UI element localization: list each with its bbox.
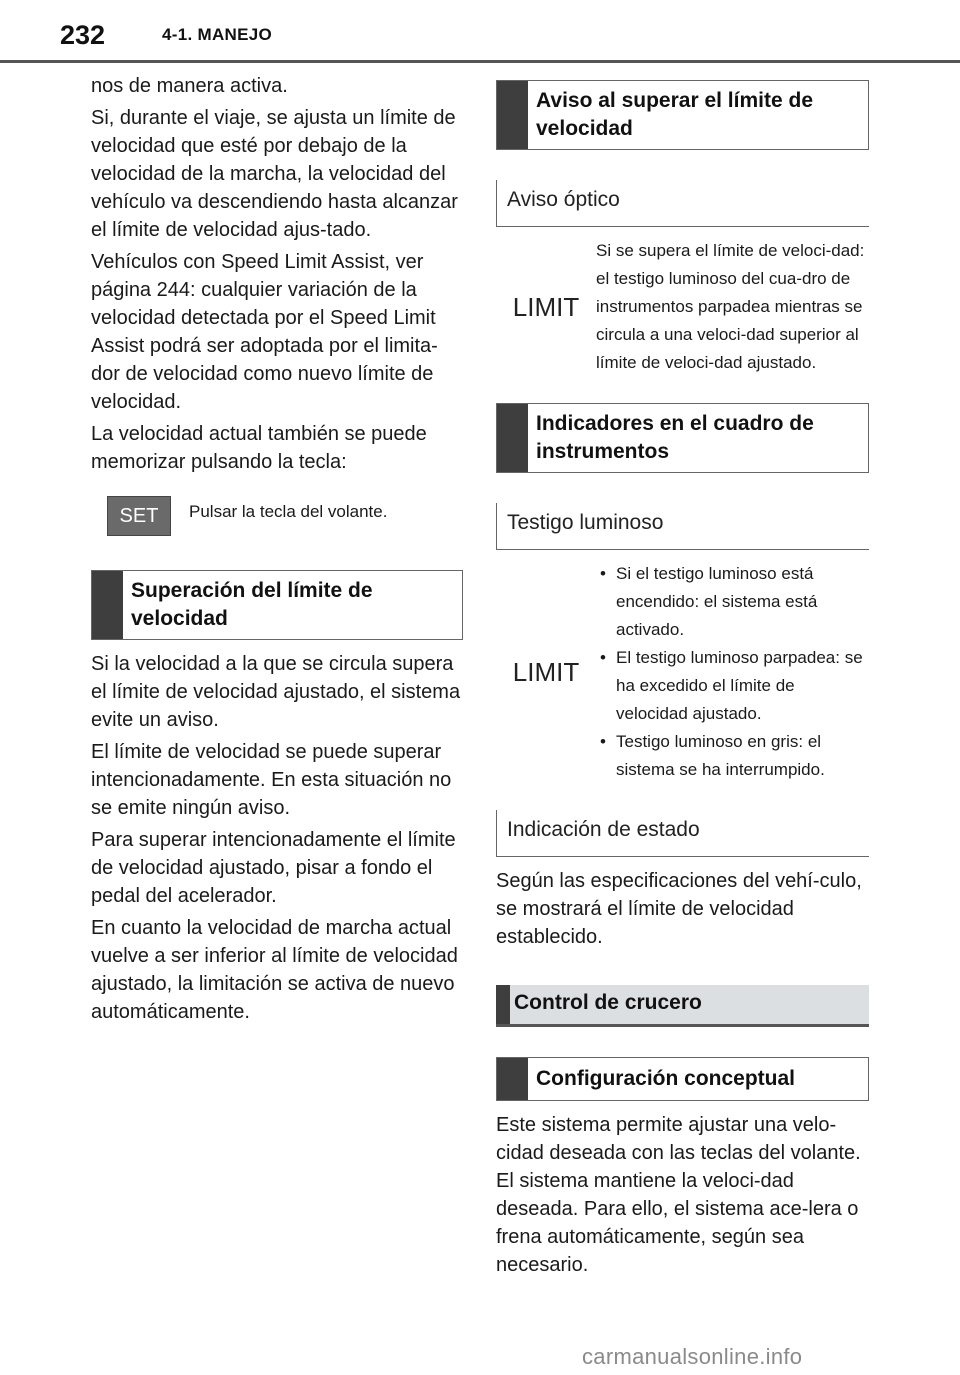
paragraph: Si la velocidad a la que se circula supera el límite de velocidad ajustado, el sistema evite un aviso. [91,653,461,731]
heading-text: Aviso al superar el límite de velocidad [536,89,813,140]
set-key-row [107,496,463,536]
sub-heading-status: Indicación de estado [496,810,869,857]
heading-bar [497,1058,528,1100]
limit-indicator-icon: LIMIT [512,291,580,322]
paragraph: Para superar intencionadamente el límite de velocidad ajustado, pisar a fondo el pedal del acelerador. [91,829,456,907]
heading-bar [496,985,510,1024]
paragraph: El límite de velocidad se puede superar intencionadamente. En esta situación no se emite ningún aviso. [91,741,452,819]
lamp-bullet-list [596,560,869,784]
paragraph: Si, durante el viaje, se ajusta un límite de velocidad que esté por debajo de la velocidad de la marcha, la velocidad del vehículo va descendiendo hasta alcanzar el límite de velocidad ajus-tado. [91,107,458,241]
paragraph: En cuanto la velocidad de marcha actual vuelve a ser inferior al límite de velocidad ajustado, la limitación se activa de nuevo automáticamente. [91,917,458,1023]
heading-text: Configuración conceptual [536,1067,796,1090]
watermark: carmanualsonline.info [582,1344,803,1369]
list-item: • El testigo luminoso parpadea: se ha excedido el límite de velocidad ajustado. [596,644,869,728]
optical-warning-row [496,237,869,377]
paragraph: La velocidad actual también se puede memorizar pulsando la tecla: [91,423,427,473]
heading-concept [496,1057,869,1101]
paragraph: Este sistema permite ajustar una velo-cidad deseada con las teclas del volante. El sistema mantiene la veloci-dad deseada. Para ello, el sistema ace-lera o frena automáticamente, según sea necesario. [496,1114,861,1276]
sub-heading-optical: Aviso óptico [496,180,869,227]
section-title: 4-1. MANEJO [162,25,273,44]
heading-exceed-limit [91,570,463,640]
heading-bar [92,571,123,639]
paragraph: nos de manera activa. [91,75,288,97]
right-column [496,80,869,1283]
header-divider [0,60,960,63]
heading-indicators [496,403,869,473]
heading-text: Indicadores en el cuadro de instrumentos [536,412,814,463]
heading-cruise-control [496,985,869,1027]
heading-bar [497,404,528,472]
sub-heading-lamp: Testigo luminoso [496,503,869,550]
list-item: • Si el testigo luminoso está encendido: el sistema está activado. [596,560,869,644]
heading-bar [497,81,528,149]
heading-text: Control de crucero [514,991,702,1014]
set-button-icon: SET [107,496,171,536]
optical-warning-text: Si se supera el límite de veloci-dad: el testigo luminoso del cua-dro de instrumentos parpadea mientras se circula a una veloci-dad superior al límite de veloci-dad ajustado. [596,241,865,372]
left-column [91,72,463,1030]
lamp-row [496,560,869,784]
limit-indicator-icon: LIMIT [512,656,580,687]
list-item: • Testigo luminoso en gris: el sistema se ha interrumpido. [596,728,869,784]
paragraph: Según las especificaciones del vehí-culo, se mostrará el límite de velocidad establecido. [496,870,862,948]
heading-text: Superación del límite de velocidad [131,579,373,630]
page-number: 232 [60,20,106,50]
paragraph: Vehículos con Speed Limit Assist, ver página 244: cualquier variación de la velocidad detectada por el Speed Limit Assist podrá ser adoptada por el limita-dor de velocidad como nuevo límite de velocidad. [91,251,438,413]
set-caption: Pulsar la tecla del volante. [189,502,388,521]
heading-warning [496,80,869,150]
